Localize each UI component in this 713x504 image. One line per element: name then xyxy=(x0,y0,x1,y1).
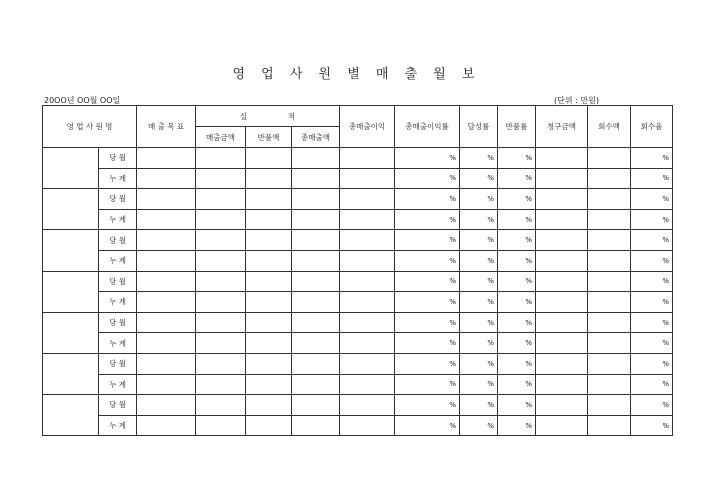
percent-cell: % xyxy=(631,271,673,292)
row-label-cumulative: 누 계 xyxy=(99,250,137,271)
value-cell xyxy=(196,374,246,395)
value-cell xyxy=(536,333,588,354)
salesperson-name-cell xyxy=(43,230,99,271)
header-collection-rate: 회수율 xyxy=(631,106,673,148)
percent-cell: % xyxy=(395,292,460,313)
value-cell xyxy=(137,353,196,374)
value-cell xyxy=(246,353,292,374)
percent-cell: % xyxy=(498,230,536,251)
table-row xyxy=(43,250,673,271)
percent-cell: % xyxy=(631,353,673,374)
value-cell xyxy=(292,395,340,416)
table-row xyxy=(43,209,673,230)
value-cell xyxy=(292,189,340,210)
value-cell xyxy=(246,333,292,354)
percent-cell: % xyxy=(460,374,498,395)
row-label-month: 당 월 xyxy=(99,312,137,333)
value-cell xyxy=(137,415,196,436)
value-cell xyxy=(196,148,246,169)
table-row xyxy=(43,333,673,354)
value-cell xyxy=(137,292,196,313)
value-cell xyxy=(246,312,292,333)
value-cell xyxy=(292,353,340,374)
value-cell xyxy=(292,271,340,292)
salesperson-name-cell xyxy=(43,271,99,312)
header-sales-amount: 매출금액 xyxy=(196,127,246,148)
value-cell xyxy=(246,148,292,169)
table-row xyxy=(43,353,673,374)
value-cell xyxy=(246,189,292,210)
value-cell xyxy=(196,189,246,210)
percent-cell: % xyxy=(395,271,460,292)
value-cell xyxy=(536,148,588,169)
percent-cell: % xyxy=(460,312,498,333)
value-cell xyxy=(137,250,196,271)
value-cell xyxy=(340,168,395,189)
value-cell xyxy=(292,415,340,436)
header-sales-target: 매 출 목 표 xyxy=(137,106,196,148)
percent-cell: % xyxy=(395,312,460,333)
row-label-cumulative: 누 계 xyxy=(99,415,137,436)
value-cell xyxy=(246,395,292,416)
value-cell xyxy=(340,189,395,210)
percent-cell: % xyxy=(631,312,673,333)
table-row xyxy=(43,395,673,416)
value-cell xyxy=(196,250,246,271)
row-label-cumulative: 누 계 xyxy=(99,374,137,395)
value-cell xyxy=(137,189,196,210)
value-cell xyxy=(340,333,395,354)
percent-cell: % xyxy=(631,415,673,436)
percent-cell: % xyxy=(460,292,498,313)
value-cell xyxy=(588,148,631,169)
value-cell xyxy=(196,168,246,189)
value-cell xyxy=(340,374,395,395)
percent-cell: % xyxy=(631,230,673,251)
value-cell xyxy=(246,230,292,251)
percent-cell: % xyxy=(498,189,536,210)
percent-cell: % xyxy=(498,250,536,271)
percent-cell: % xyxy=(395,250,460,271)
percent-cell: % xyxy=(395,168,460,189)
header-achievement-rate: 달성률 xyxy=(460,106,498,148)
row-label-month: 당 월 xyxy=(99,271,137,292)
salesperson-name-cell xyxy=(43,353,99,394)
value-cell xyxy=(536,168,588,189)
percent-cell: % xyxy=(460,209,498,230)
value-cell xyxy=(196,209,246,230)
percent-cell: % xyxy=(395,189,460,210)
value-cell xyxy=(137,374,196,395)
value-cell xyxy=(137,168,196,189)
value-cell xyxy=(292,250,340,271)
value-cell xyxy=(588,292,631,313)
value-cell xyxy=(246,168,292,189)
table-row xyxy=(43,415,673,436)
value-cell xyxy=(588,312,631,333)
value-cell xyxy=(340,312,395,333)
value-cell xyxy=(246,374,292,395)
row-label-month: 당 월 xyxy=(99,230,137,251)
value-cell xyxy=(588,415,631,436)
percent-cell: % xyxy=(460,395,498,416)
value-cell xyxy=(588,374,631,395)
percent-cell: % xyxy=(395,148,460,169)
sales-report-table xyxy=(42,105,673,436)
row-label-month: 당 월 xyxy=(99,395,137,416)
value-cell xyxy=(536,250,588,271)
percent-cell: % xyxy=(631,395,673,416)
header-gross-profit: 총매출이익 xyxy=(340,106,395,148)
header-actual-group: 실 적 xyxy=(196,106,340,127)
row-label-month: 당 월 xyxy=(99,353,137,374)
value-cell xyxy=(536,353,588,374)
percent-cell: % xyxy=(631,250,673,271)
value-cell xyxy=(246,292,292,313)
percent-cell: % xyxy=(395,374,460,395)
percent-cell: % xyxy=(631,209,673,230)
value-cell xyxy=(196,333,246,354)
percent-cell: % xyxy=(631,374,673,395)
percent-cell: % xyxy=(631,189,673,210)
value-cell xyxy=(588,333,631,354)
percent-cell: % xyxy=(395,230,460,251)
value-cell xyxy=(340,209,395,230)
percent-cell: % xyxy=(498,209,536,230)
percent-cell: % xyxy=(498,292,536,313)
value-cell xyxy=(137,312,196,333)
percent-cell: % xyxy=(395,395,460,416)
value-cell xyxy=(137,271,196,292)
percent-cell: % xyxy=(460,189,498,210)
value-cell xyxy=(292,312,340,333)
row-label-month: 당 월 xyxy=(99,148,137,169)
percent-cell: % xyxy=(498,312,536,333)
header-collected-amount: 회수액 xyxy=(588,106,631,148)
value-cell xyxy=(196,395,246,416)
header-gross-profit-rate: 총매출이익률 xyxy=(395,106,460,148)
percent-cell: % xyxy=(395,415,460,436)
value-cell xyxy=(588,209,631,230)
value-cell xyxy=(536,312,588,333)
salesperson-name-cell xyxy=(43,148,99,189)
row-label-cumulative: 누 계 xyxy=(99,333,137,354)
table-row xyxy=(43,292,673,313)
percent-cell: % xyxy=(498,333,536,354)
percent-cell: % xyxy=(498,374,536,395)
table-row xyxy=(43,230,673,251)
table-row xyxy=(43,374,673,395)
value-cell xyxy=(137,148,196,169)
value-cell xyxy=(137,333,196,354)
value-cell xyxy=(137,395,196,416)
row-label-cumulative: 누 계 xyxy=(99,292,137,313)
percent-cell: % xyxy=(395,209,460,230)
percent-cell: % xyxy=(395,333,460,354)
value-cell xyxy=(536,189,588,210)
value-cell xyxy=(137,209,196,230)
value-cell xyxy=(340,250,395,271)
percent-cell: % xyxy=(498,168,536,189)
value-cell xyxy=(196,292,246,313)
value-cell xyxy=(137,230,196,251)
value-cell xyxy=(536,415,588,436)
salesperson-name-cell xyxy=(43,189,99,230)
value-cell xyxy=(536,271,588,292)
percent-cell: % xyxy=(460,168,498,189)
percent-cell: % xyxy=(498,148,536,169)
percent-cell: % xyxy=(460,148,498,169)
value-cell xyxy=(536,209,588,230)
value-cell xyxy=(588,395,631,416)
value-cell xyxy=(292,209,340,230)
value-cell xyxy=(292,168,340,189)
header-return-rate: 반품률 xyxy=(498,106,536,148)
table-row xyxy=(43,271,673,292)
value-cell xyxy=(588,168,631,189)
value-cell xyxy=(292,148,340,169)
table-row xyxy=(43,189,673,210)
value-cell xyxy=(196,415,246,436)
value-cell xyxy=(536,292,588,313)
value-cell xyxy=(340,353,395,374)
value-cell xyxy=(292,292,340,313)
value-cell xyxy=(588,353,631,374)
header-salesperson: 영 업 사 원 명 xyxy=(43,106,137,148)
value-cell xyxy=(196,230,246,251)
percent-cell: % xyxy=(631,168,673,189)
value-cell xyxy=(588,189,631,210)
percent-cell: % xyxy=(498,353,536,374)
value-cell xyxy=(292,333,340,354)
table-row xyxy=(43,312,673,333)
value-cell xyxy=(340,271,395,292)
table-row xyxy=(43,148,673,169)
percent-cell: % xyxy=(460,230,498,251)
value-cell xyxy=(340,148,395,169)
value-cell xyxy=(246,271,292,292)
percent-cell: % xyxy=(631,333,673,354)
percent-cell: % xyxy=(460,333,498,354)
value-cell xyxy=(536,395,588,416)
value-cell xyxy=(536,374,588,395)
value-cell xyxy=(536,230,588,251)
date-line: 20OO년 OO월 OO일 xyxy=(44,96,121,105)
value-cell xyxy=(340,415,395,436)
report-body xyxy=(43,148,673,436)
header-returns: 반품액 xyxy=(246,127,292,148)
value-cell xyxy=(340,292,395,313)
value-cell xyxy=(196,353,246,374)
document-title: 영 업 사 원 별 매 출 월 보 xyxy=(232,67,481,82)
salesperson-name-cell xyxy=(43,395,99,436)
value-cell xyxy=(340,230,395,251)
value-cell xyxy=(340,395,395,416)
percent-cell: % xyxy=(498,395,536,416)
value-cell xyxy=(588,271,631,292)
value-cell xyxy=(246,250,292,271)
percent-cell: % xyxy=(460,353,498,374)
percent-cell: % xyxy=(631,148,673,169)
percent-cell: % xyxy=(631,292,673,313)
row-label-cumulative: 누 계 xyxy=(99,209,137,230)
value-cell xyxy=(588,250,631,271)
percent-cell: % xyxy=(498,415,536,436)
value-cell xyxy=(292,230,340,251)
value-cell xyxy=(588,230,631,251)
value-cell xyxy=(246,209,292,230)
value-cell xyxy=(196,312,246,333)
row-label-month: 당 월 xyxy=(99,189,137,210)
salesperson-name-cell xyxy=(43,312,99,353)
percent-cell: % xyxy=(460,250,498,271)
percent-cell: % xyxy=(460,271,498,292)
value-cell xyxy=(246,415,292,436)
row-label-cumulative: 누 계 xyxy=(99,168,137,189)
header-gross-sales: 총매출액 xyxy=(292,127,340,148)
value-cell xyxy=(196,271,246,292)
table-row xyxy=(43,168,673,189)
unit-label: (단위 : 만원) xyxy=(554,96,599,105)
percent-cell: % xyxy=(498,271,536,292)
value-cell xyxy=(292,374,340,395)
percent-cell: % xyxy=(460,415,498,436)
header-billing-amount: 청구금액 xyxy=(536,106,588,148)
percent-cell: % xyxy=(395,353,460,374)
